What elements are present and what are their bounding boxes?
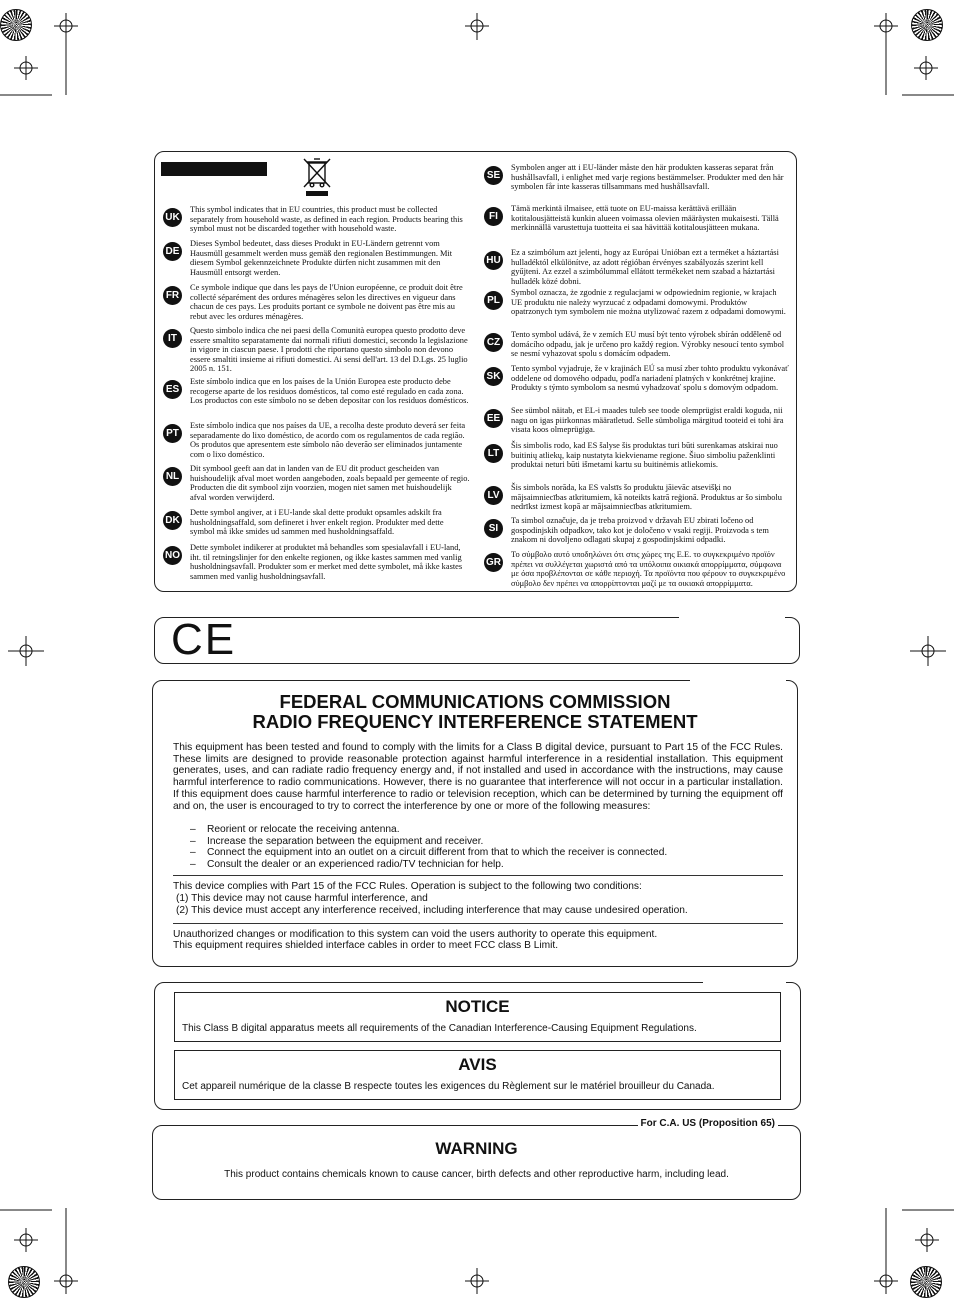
weee-notice-uk	[163, 205, 470, 234]
language-notice-text: Este símbolo indica que nos países da UE, a recolha deste produto deverá ser feita separadamente do lixo doméstico, de acordo com os regulamentos de cada região. Os produtos que apresentem este símbolo não deverão ser eliminados juntamente com o lixo doméstico.	[190, 421, 466, 459]
fcc-measure: – Consult the dealer or an experienced radio/TV technician for help.	[190, 859, 504, 871]
fcc-title-line1: FEDERAL COMMUNICATIONS COMMISSION	[279, 691, 671, 712]
language-notice-text: Questo simbolo indica che nei paesi della Comunità europea questo prodotto deve essere smaltito separatamente dai normali rifiuti domestici, secondo la legislazione in vigore in ciascun paese. I prodotti che riportano questo simbolo non devono essere smaltiti insieme ai rifiuti domestici. Ai sensi dell'art. 13 del D.Lgs. 25 luglio 2005 n. 151.	[190, 326, 468, 374]
language-badge-cz: CZ	[484, 333, 503, 352]
avis-panel	[174, 1050, 781, 1100]
language-notice-text: Šis simbols norāda, ka ES valstīs šo produktu jāievāc atsevišķi no mājsaimniecības atkritumiem, kā noteikts katrā reģionā. Produktus ar šo simbolu nedrīkst izmest kopā ar mājsaimniecības atkritumiem.	[511, 483, 782, 512]
warning-title: WARNING	[435, 1139, 518, 1158]
language-notice-text: Šis simbolis rodo, kad ES šalyse šis produktas turi būti surenkamas atskirai nuo buitinių atliekų, kaip nustatyta kiekviename regione. Šiuo simboliu paženklinti produktai neturi būti išmetami kartu su buitinėmis atliekomis.	[511, 441, 778, 470]
language-badge-fi: FI	[484, 207, 503, 226]
fcc-condition-1: (1) This device may not cause harmful interference, and	[176, 893, 428, 904]
language-notice-text: Ce symbole indique que dans les pays de l'Union européenne, ce produit doit être collecté séparément des ordures ménagères selon les directives en vigueur dans chacun de ces pays. Les produits portant ce symbole ne doivent pas être mis au rebut avec les ordures ménagères.	[190, 283, 463, 321]
weee-notice-se	[484, 163, 789, 192]
weee-notice-pt	[163, 421, 470, 459]
weee-notice-fr	[163, 283, 470, 321]
language-badge-uk: UK	[163, 208, 182, 227]
language-notice-text: Ez a szimbólum azt jelenti, hogy az Európai Unióban ezt a terméket a háztartási hulladéktól elkülönítve, az adott régióban érvényes szabályozás szerint kell gyűjteni. Az ezzel a szimbólummal ellátott termékeket nem szabad a háztartási hulladék közé dobni.	[511, 248, 779, 286]
notice-text: This Class B digital apparatus meets all requirements of the Canadian Interference-Causing Equipment Regulations.	[182, 1023, 697, 1034]
language-notice-text: Το σύμβολο αυτό υποδηλώνει ότι στις χώρες της Ε.Ε. το συγκεκριμένο προϊόν πρέπει να συλλέγεται χωριστά από τα υπόλοιπα οικιακά απορρίμματα, σύμφωνα με όσα προβλέπονται σε κάθε περιοχή. Τα προϊόντα που φέρουν το συγκεκριμένο σύμβολο δεν πρέπει να απορρίπτονται μαζί με τα οικιακά απορρίμματα.	[511, 550, 786, 588]
fcc-unauthorized-text: Unauthorized changes or modification to this system can void the users authority to operate this equipment.	[173, 929, 658, 940]
ce-mark: CE	[171, 615, 237, 664]
language-badge-it: IT	[163, 329, 182, 348]
weee-notice-cz	[484, 330, 789, 359]
language-badge-es: ES	[163, 380, 182, 399]
language-badge-de: DE	[163, 242, 182, 261]
weee-notice-no	[163, 543, 470, 581]
language-badge-fr: FR	[163, 286, 182, 305]
crossed-wheelie-bin-icon	[300, 157, 334, 197]
language-notice-text: Symbol oznacza, że zgodnie z regulacjami w odpowiednim regionie, w krajach UE produktu nie należy wyrzucać z odpadami domowymi. Produktów opatrzonych tym symbolem nie można utylizować razem z odpadami domowymi.	[511, 288, 786, 317]
fcc-title-line2: RADIO FREQUENCY INTERFERENCE STATEMENT	[252, 711, 698, 732]
language-badge-no: NO	[163, 546, 182, 565]
language-badge-si: SI	[484, 519, 503, 538]
notice-panel	[174, 992, 781, 1042]
language-badge-ee: EE	[484, 409, 503, 428]
fcc-divider	[173, 923, 783, 924]
weee-notice-nl	[163, 464, 470, 502]
language-notice-text: Dieses Symbol bedeutet, dass dieses Produkt in EU-Ländern getrennt vom Hausmüll gesammelt werden muss gemäß den regionalen Bestimmungen. Mit diesem Symbol gekennzeichnete Produkte dürfen nicht zusammen mit den Hausmüll entsorgt werden.	[190, 239, 453, 277]
language-notice-text: See sümbol näitab, et EL-i maades tuleb see toode olemprügist eraldi koguda, nii nagu on igas piirkonnas määratletud. Selle sümboliga märgitud tooteid ei tohi ära visata koos olmeprügiga.	[511, 406, 784, 435]
language-badge-gr: GR	[484, 553, 503, 572]
language-notice-text: Este símbolo indica que en los países de la Unión Europea este producto debe recogerse aparte de los residuos domésticos, tal como esté regulado en cada zona. Los productos con este símbolo no se deben depositar con los residuos domésticos.	[190, 377, 469, 406]
language-notice-text: Tento symbol udává, že v zemích EU musí být tento výrobek sbírán odděleně od domácího odpadu, jak je určeno pro každý region. Výrobky nesoucí tento symbol se nesmí vyhazovat spolu s domácím odpadem.	[511, 330, 785, 359]
language-notice-text: Dette symbol angiver, at i EU-lande skal dette produkt opsamles adskilt fra husholdningsaffald, som defineret i hver enkelt region. Produkter med dette symbol må ikke smides ud sammen med husholdningsaffald.	[190, 508, 444, 537]
weee-notice-dk	[163, 508, 470, 537]
weee-notice-hu	[484, 248, 789, 286]
language-notice-text: Dit symbool geeft aan dat in landen van de EU dit product gescheiden van huishoudelijk afval moet worden aangeboden, zoals bepaald per gemeente of regio. Producten die dit symbool zijn voorzien, mogen niet samen met huishoudelijk afval worden verwijderd.	[190, 464, 470, 502]
language-badge-hu: HU	[484, 251, 503, 270]
fcc-condition-2: (2) This device must accept any interference received, including interference that may cause undesired operation.	[176, 905, 688, 916]
language-badge-pt: PT	[163, 424, 182, 443]
avis-text: Cet appareil numérique de la classe B respecte toutes les exigences du Règlement sur le matériel brouilleur du Canada.	[182, 1081, 715, 1092]
fcc-divider	[173, 875, 783, 876]
weee-notice-es	[163, 377, 470, 406]
notice-title: NOTICE	[445, 997, 510, 1016]
fcc-box-gap	[690, 678, 786, 682]
language-badge-nl: NL	[163, 467, 182, 486]
notice-box-gap	[703, 980, 786, 984]
language-notice-text: Symbolen anger att i EU-länder måste den här produkten kasseras separat från hushållsavfall, i enlighet med varje regions bestämmelser. Produkter med den här symbolen får inte kasseras tillsammans med hushållsavfall.	[511, 163, 784, 192]
weee-notice-pl	[484, 288, 789, 317]
language-notice-text: This symbol indicates that in EU countries, this product must be collected separately from household waste, as defined in each region. Products bearing this symbol must not be discarded together with household waste.	[190, 205, 463, 234]
fcc-compliance-intro: This device complies with Part 15 of the FCC Rules. Operation is subject to the following two conditions:	[173, 881, 642, 892]
language-badge-lt: LT	[484, 444, 503, 463]
prop65-warning-box	[152, 1125, 801, 1200]
language-notice-text: Dette symbolet indikerer at produktet må behandles som spesialavfall i EU-land, iht. til retningslinjer for den enkelte regionen, og ikke kastes sammen med vanlig husholdningsavfall. Produkter som er merket med dette symbolet, må ikke kastes sammen med vanlig husholdningsavfall.	[190, 543, 463, 581]
fcc-measure: – Increase the separation between the equipment and receiver.	[190, 835, 484, 847]
language-header-bar	[161, 162, 267, 176]
weee-notice-sk	[484, 364, 789, 393]
prop65-label: For C.A. US (Proposition 65)	[638, 1118, 778, 1129]
ce-box-gap	[679, 615, 785, 619]
fcc-measure: – Connect the equipment into an outlet on a circuit different from that to which the receiver is connected.	[190, 847, 668, 859]
fcc-paragraph: This equipment has been tested and found to comply with the limits for a Class B digital device, pursuant to Part 15 of the FCC Rules. These limits are designed to provide reasonable protection against harmful interference in a residential installation. This equipment generates, uses, and can radiate radio frequency energy and, if not installed and used in accordance with the instructions, may cause harmful interference to radio communications. However, there is no guarantee that interference will not occur in a particular installation. If this equipment does cause harmful interference to radio or television reception, which can be determined by turning the equipment off and on, the user is encouraged to try to correct the interference by one or more of the following measures:	[173, 742, 783, 812]
weee-notice-lt	[484, 441, 789, 470]
fcc-measures-list	[190, 824, 667, 871]
avis-title: AVIS	[458, 1055, 497, 1074]
weee-notice-lv	[484, 483, 789, 512]
language-notice-text: Ta simbol označuje, da je treba proizvod v državah EU zbirati ločeno od gospodinjskih odpadkov, tako kot je določeno v vsaki regiji. Proizvoda s tem znakom ni dovoljeno odlagati skupaj z gospodinjskimi odpadki.	[511, 516, 769, 545]
weee-notice-it	[163, 326, 470, 374]
weee-notice-si	[484, 516, 789, 545]
language-badge-lv: LV	[484, 486, 503, 505]
weee-notice-fi	[484, 204, 789, 233]
fcc-shielded-text: This equipment requires shielded interface cables in order to meet FCC class B Limit.	[173, 940, 559, 951]
language-badge-se: SE	[484, 166, 503, 185]
language-badge-pl: PL	[484, 291, 503, 310]
warning-text: This product contains chemicals known to cause cancer, birth defects and other reproductive harm, including lead.	[224, 1169, 729, 1180]
ce-mark-box	[154, 617, 800, 664]
language-notice-text: Tämä merkintä ilmaisee, että tuote on EU-maissa kerättävä erillään kotitalousjätteistä kunkin alueen voimassa olevien määräysten mukaisesti. Tällä merkinnällä varustettuja tuotteita ei saa hävittää kotitalousjätteen mukana.	[511, 204, 779, 233]
language-notice-text: Tento symbol vyjadruje, že v krajinách EÚ sa musí zber tohto produktu vykonávať oddelene od domového odpadu, podľa nariadení platných v konkrétnej krajine. Produkty s týmto symbolom sa nesmú vyhadzovať spolu s domovým odpadom.	[511, 364, 789, 393]
weee-notice-gr	[484, 550, 789, 588]
weee-notice-de	[163, 239, 470, 277]
weee-notice-ee	[484, 406, 789, 435]
language-badge-dk: DK	[163, 511, 182, 530]
language-badge-sk: SK	[484, 367, 503, 386]
fcc-measure: – Reorient or relocate the receiving antenna.	[190, 824, 400, 835]
